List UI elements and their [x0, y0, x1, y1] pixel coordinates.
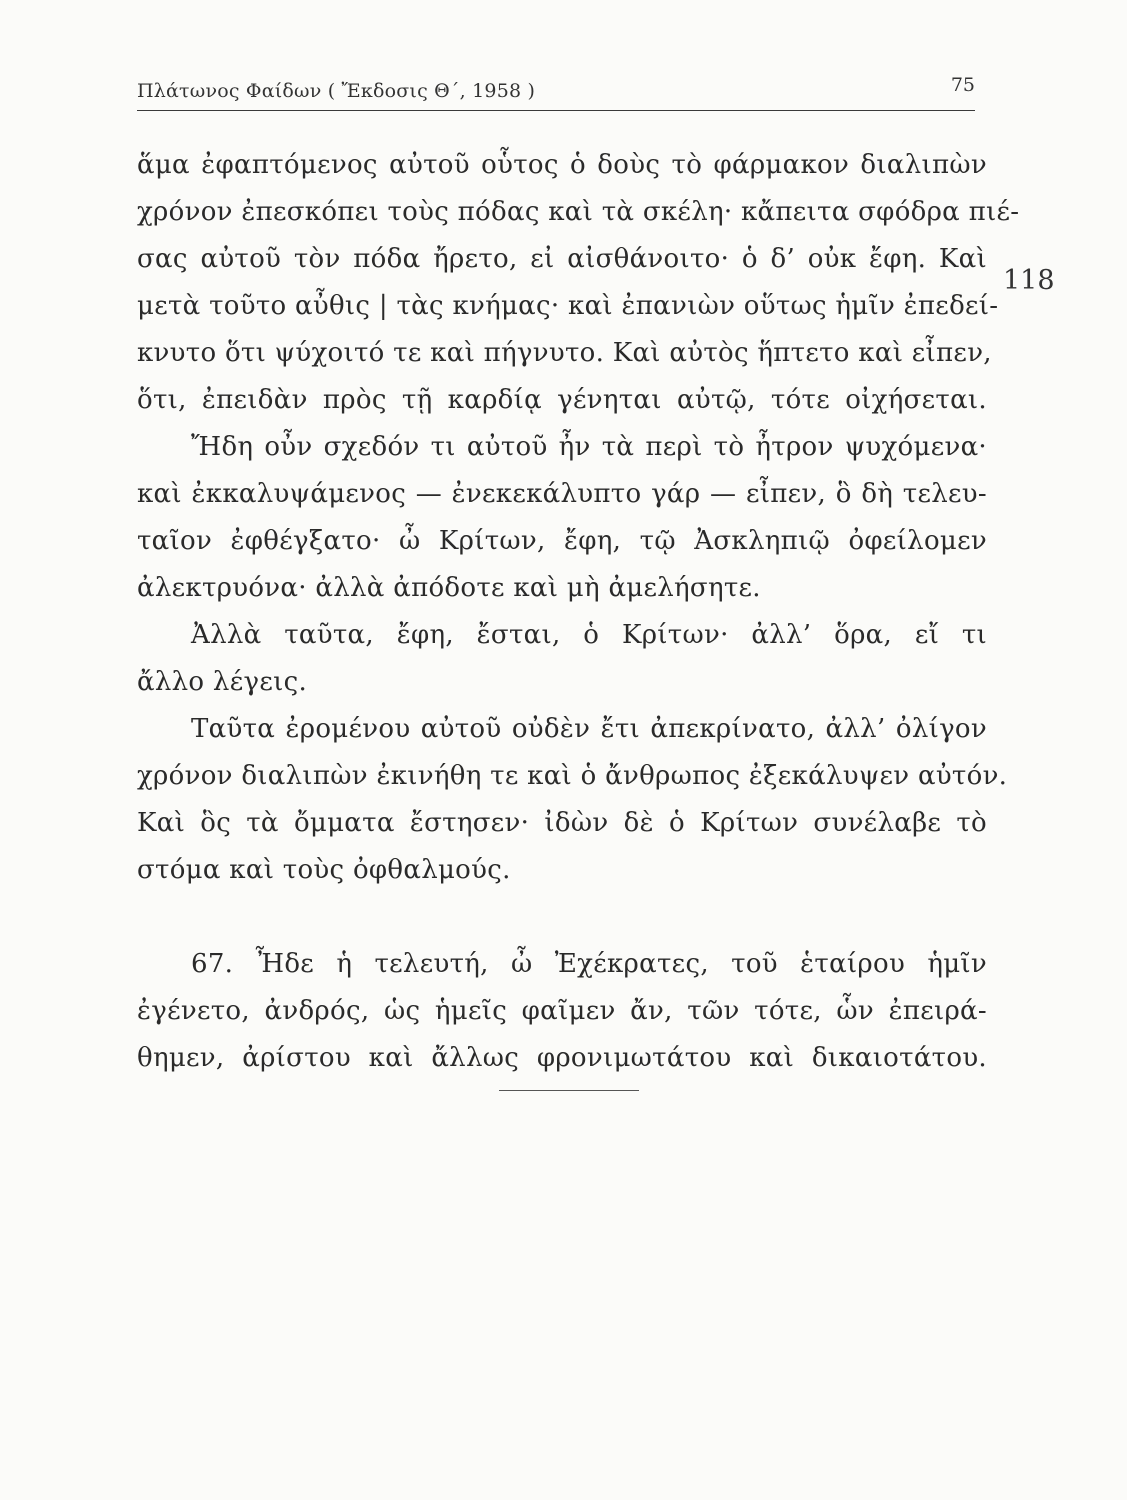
running-header — [137, 74, 975, 111]
text-line: μετὰ τοῦτο αὖθις | τὰς κνήμας· καὶ ἐπανιὼν οὕτως ἡμῖν ἐπεδεί- — [137, 291, 999, 321]
text-line: ἀλεκτρυόνα· ἀλλὰ ἀπόδοτε καὶ μὴ ἀμελήσητε. — [137, 573, 761, 603]
page-number: 75 — [950, 74, 975, 96]
text-line: Ἀλλὰ ταῦτα, ἔφη, ἔσται, ὁ Κρίτων· ἀλλ’ ὅρα, εἴ τι — [191, 620, 987, 650]
text-line: Ταῦτα ἐρομένου αὐτοῦ οὐδὲν ἔτι ἀπεκρίνατο, ἀλλ’ ὀλίγον — [191, 714, 987, 744]
text-line: σας αὐτοῦ τὸν πόδα ἤρετο, εἰ αἰσθάνοιτο· ὁ δ’ οὐκ ἔφη. Καὶ — [137, 244, 987, 274]
text-line: καὶ ἐκκαλυψάμενος — ἐνεκεκάλυπτο γάρ — εἶπεν, ὃ δὴ τελευ- — [137, 479, 987, 509]
text-line: ἄλλο λέγεις. — [137, 667, 308, 697]
text-line: ἐγένετο, ἀνδρός, ὡς ἡμεῖς φαῖμεν ἄν, τῶν τότε, ὧν ἐπειρά- — [137, 996, 987, 1026]
text-line: κνυτο ὅτι ψύχοιτό τε καὶ πήγνυτο. Καὶ αὐτὸς ἥπτετο καὶ εἶπεν, — [137, 338, 992, 368]
text-line: ὅτι, ἐπειδὰν πρὸς τῇ καρδίᾳ γένηται αὐτῷ, τότε οἰχήσεται. — [137, 385, 987, 415]
text-line: θημεν, ἀρίστου καὶ ἄλλως φρονιμωτάτου καὶ δικαιοτάτου. — [137, 1043, 987, 1073]
text-line: Καὶ ὃς τὰ ὄμματα ἔστησεν· ἰδὼν δὲ ὁ Κρίτων συνέλαβε τὸ — [137, 808, 987, 838]
text-line: ταῖον ἐφθέγξατο· ὦ Κρίτων, ἔφη, τῷ Ἀσκληπιῷ ὀφείλομεν — [137, 526, 987, 556]
text-line: στόμα καὶ τοὺς ὀφθαλμούς. — [137, 855, 511, 885]
body-text — [137, 142, 1020, 1082]
paragraph-gap — [137, 894, 987, 941]
text-line: ἅμα ἐφαπτόμενος αὐτοῦ οὗτος ὁ δοὺς τὸ φάρμακον διαλιπὼν — [137, 150, 987, 180]
end-rule — [499, 1090, 639, 1091]
text-line: Ἤδη οὖν σχεδόν τι αὐτοῦ ἦν τὰ περὶ τὸ ἦτρον ψυχόμενα· — [191, 432, 987, 462]
text-line: χρόνον ἐπεσκόπει τοὺς πόδας καὶ τὰ σκέλη· κἄπειτα σφόδρα πιέ- — [137, 197, 1020, 227]
margin-reference-number: 118 — [1003, 265, 1055, 296]
text-line: 67. Ἦδε ἡ τελευτή, ὦ Ἐχέκρατες, τοῦ ἑταίρου ἡμῖν — [191, 949, 987, 979]
running-title: Πλάτωνος Φαίδων ( Ἔκδοσις Θ΄, 1958 ) — [137, 80, 536, 102]
text-line: χρόνον διαλιπὼν ἐκινήθη τε καὶ ὁ ἄνθρωπος ἐξεκάλυψεν αὐτόν. — [137, 761, 1008, 791]
